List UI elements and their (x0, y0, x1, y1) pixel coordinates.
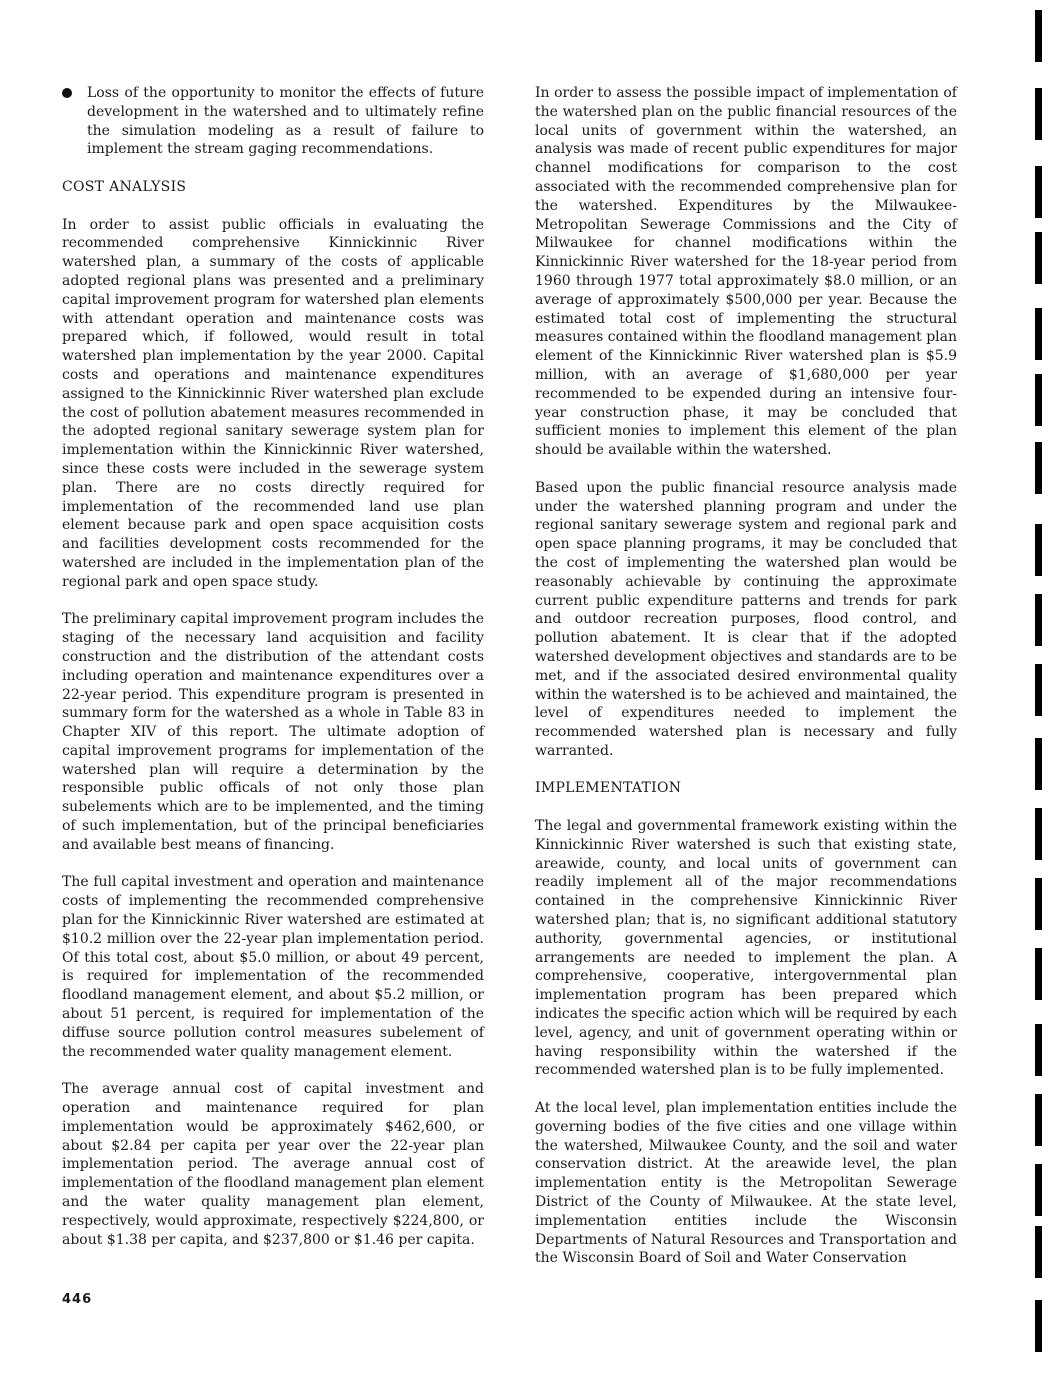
edge-mark (1035, 1164, 1042, 1216)
edge-mark (1035, 948, 1042, 1000)
edge-mark (1035, 738, 1042, 790)
edge-mark (1035, 166, 1042, 218)
edge-mark (1035, 308, 1042, 360)
page-number: 446 (62, 1292, 93, 1307)
edge-mark (1035, 442, 1042, 494)
edge-mark (1035, 594, 1042, 646)
edge-mark (1035, 664, 1042, 716)
edge-mark (1035, 10, 1042, 62)
right-column (535, 84, 957, 1287)
left-column (62, 84, 484, 1268)
paragraph: The legal and governmental framework existing within the Kinnickinnic River watershed is such that existing state, areawide, county, and local units of government can readily implement all of the major recommendations contained in the comprehensive Kinnickinnic River watershed plan; that is, no significant additional statutory authority, governmental agencies, or institutional arrangements are needed to implement the plan. A comprehensive, cooperative, intergovernmental plan implementation program has been prepared which indicates the specific action which will be required by each level, agency, and unit of government operating within or having responsibility within the watershed if the recommended watershed plan is to be fully implemented. (535, 818, 957, 1079)
edge-mark (1035, 374, 1042, 426)
edge-mark (1035, 1024, 1042, 1076)
paragraph: In order to assist public officials in evaluating the recommended comprehensive Kinnickinnic River watershed plan, a summary of the costs of applicable adopted regional plans was presented and a preliminary capital improvement program for watershed plan elements with attendant operation and maintenance costs was prepared which, if followed, would result in total watershed plan implementation by the year 2000. Capital costs and operations and maintenance expenditures assigned to the Kinnickinnic River watershed plan exclude the cost of pollution abatement measures recommended in the adopted regional sanitary sewerage system plan for implementation within the Kinnickinnic River watershed, since these costs were included in the sewerage system plan. There are no costs directly required for implementation of the recommended land use plan element because park and open space acquisition costs and facilities development costs recommended for the watershed are included in the implementation plan of the regional park and open space study. (62, 216, 484, 590)
edge-mark (1035, 1094, 1042, 1146)
paragraph: Based upon the public financial resource analysis made under the watershed planning program and under the regional sanitary sewerage system and regional park and open space planning programs, it may be concluded that the cost of implementing the watershed plan would be reasonably achievable by continuing the approximate current public expenditure patterns and trends for park and outdoor recreation purposes, flood control, and pollution abatement. It is clear that if the adopted watershed development objectives and standards are to be met, and if the associated desired environmental quality within the watershed is to be achieved and maintained, the level of expenditures needed to implement the recommended watershed plan is necessary and fully warranted. (535, 479, 957, 759)
edge-mark (1035, 88, 1042, 140)
section-heading-implementation: IMPLEMENTATION (535, 780, 682, 797)
paragraph: The full capital investment and operation and maintenance costs of implementing the recommended comprehensive plan for the Kinnickinnic River watershed are estimated at $10.2 million over the 22-year plan implementation period. Of this total cost, about $5.0 million, or about 49 percent, is required for implementation of the recommended floodland management element, and about $5.2 million, or about 51 percent, is required for implementation of the diffuse source pollution control measures subelement of the recommended water quality management element. (62, 874, 484, 1060)
paragraph: The average annual cost of capital investment and operation and maintenance required for plan implementation would be approximately $462,600, or about $2.84 per capita per year over the 22-year plan implementation period. The average annual cost of implementation of the floodland management plan element and the water quality management plan element, respectively, would approximate, respectively $224,800, or about $1.38 per capita, and $237,800 or $1.46 per capita. (62, 1081, 484, 1248)
paragraph: At the local level, plan implementation entities include the governing bodies of the five cities and one village within the watershed, Milwaukee County, and the soil and water conservation district. At the areawide level, the plan implementation entity is the Metropolitan Sewerage District of the County of Milwaukee. At the state level, implementation entities include the Wisconsin Departments of Natural Resources and Transportation and the Wisconsin Board of Soil and Water Conservation (535, 1100, 957, 1267)
bullet-text: Loss of the opportunity to monitor the effects of future development in the watershed and to ultimately refine the simulation modeling as a result of failure to implement the stream gaging recommendations. (87, 85, 484, 158)
edge-mark (1035, 878, 1042, 930)
bullet-dot-icon (62, 88, 72, 98)
edge-mark (1035, 1226, 1042, 1278)
edge-mark (1035, 232, 1042, 284)
edge-mark (1035, 808, 1042, 860)
paragraph: The preliminary capital improvement program includes the staging of the necessary land acquisition and facility construction and the distribution of the attendant costs including operation and maintenance expenditures over a 22-year period. This expenditure program is presented in summary form for the watershed as a whole in Table 83 in Chapter XIV of this report. The ultimate adoption of capital improvement programs for implementation of the watershed plan will require a determination by the responsible public officals of not only those plan subelements which are to be implemented, and the timing of such implementation, but of the principal beneficiaries and available best means of financing. (62, 611, 484, 853)
bullet-item (62, 84, 484, 159)
edge-mark (1035, 1300, 1042, 1352)
edge-mark (1035, 524, 1042, 576)
edge-registration-marks (1035, 0, 1043, 1379)
paragraph: In order to assess the possible impact of implementation of the watershed plan on the public financial resources of the local units of government within the watershed, an analysis was made of recent public expenditures for major channel modifications for comparison to the cost associated with the recommended comprehensive plan for the watershed. Expenditures by the Milwaukee-Metropolitan Sewerage Commissions and the City of Milwaukee for channel modifications within the Kinnickinnic River watershed for the 18-year period from 1960 through 1977 total approximately $8.0 million, or an average of approximately $500,000 per year. Because the estimated total cost of implementing the structural measures contained within the floodland management plan element of the Kinnickinnic River watershed plan is $5.9 million, with an average of $1,680,000 per year recommended to be expended during an intensive four-year construction phase, it may be concluded that sufficient monies to implement this element of the plan should be available within the watershed. (535, 85, 957, 459)
section-heading-cost-analysis: COST ANALYSIS (62, 178, 187, 195)
